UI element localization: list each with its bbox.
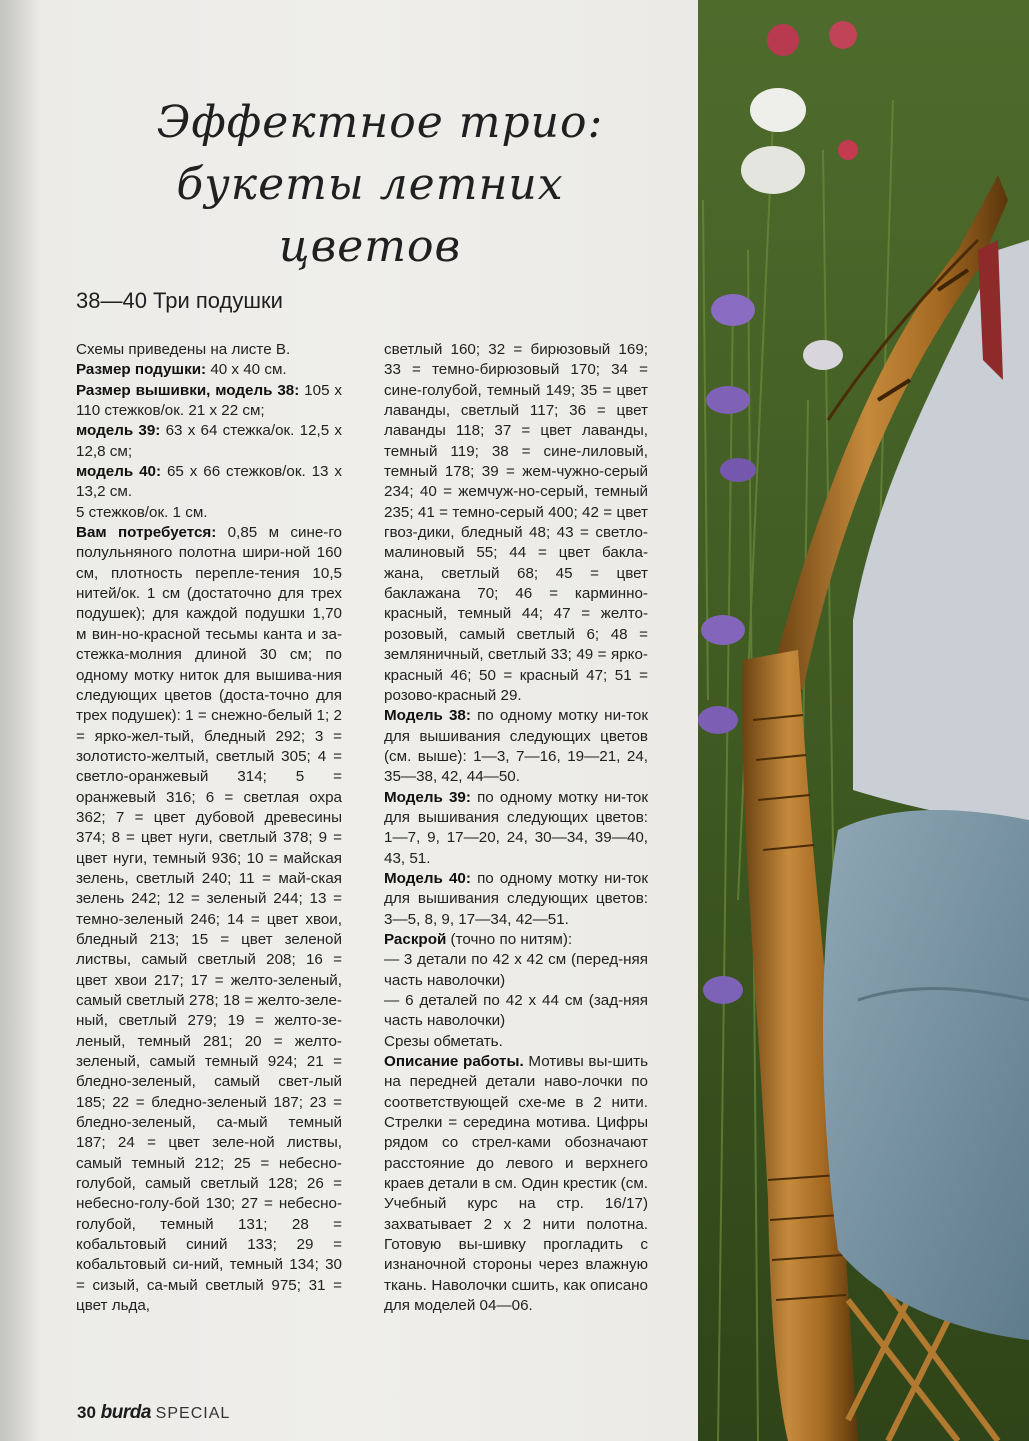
paragraph-text: по одному мотку ни-ток для вышивания следующих цветов: 3—5, 8, 9, 17—34, 42—51.: [384, 869, 648, 928]
paragraph-text: (точно по нитям):: [446, 930, 573, 948]
paragraph: [384, 788, 648, 869]
paragraph-text: Срезы обметать.: [384, 1032, 503, 1050]
paragraph-text: 5 стежков/ок. 1 см.: [76, 503, 208, 521]
paragraph-text: 40 x 40 см.: [206, 361, 287, 379]
paragraph: [76, 381, 342, 422]
paragraph-heading: Модель 40:: [384, 869, 471, 887]
edition-label: SPECIAL: [155, 1405, 231, 1422]
paragraph: [76, 360, 342, 380]
spine-shadow: [0, 0, 40, 1441]
page-footer: [77, 1402, 230, 1424]
brand-logo: burda: [100, 1402, 151, 1423]
paragraph-heading: Размер вышивки, модель 38:: [76, 381, 300, 399]
paragraph: [384, 991, 648, 1032]
paragraph: [384, 950, 648, 991]
paragraph-text: 105 x 110 стежков/ок. 21 x 22 см;: [76, 381, 343, 420]
paragraph-heading: Модель 38:: [384, 707, 471, 725]
paragraph-text: Мотивы вы-шить на передней детали наво-лочки по соответствующей схе-ме в 2 нити. Стрелки = середина мотива. Цифры рядом со стрел-ками обозначают расстояние до левого и верхнего краев детали в см. Один крестик (см. Учебный курс на стр. 16/17) захватывает 2 x 2 нити полотна. Готовую вы-шивку прогладить с изнаночной стороны через влажную ткань. Наволочки сшить, как описано для моделей 04—06.: [384, 1053, 648, 1315]
paragraph: [76, 462, 342, 503]
paragraph: [384, 1052, 648, 1316]
title-line-1: Эффектное трио:: [156, 97, 604, 148]
paragraph-heading: модель 40:: [76, 463, 162, 481]
paragraph: [384, 869, 648, 930]
photo-illustration: [698, 0, 1029, 1441]
article-title: [100, 92, 660, 278]
paragraph-text: — 6 деталей по 42 x 44 см (зад-няя часть наволочки): [384, 992, 648, 1030]
paragraph: [384, 930, 648, 950]
paragraph: [76, 421, 342, 462]
paragraph-heading: Модель 39:: [384, 788, 471, 806]
paragraph-text: Схемы приведены на листе B.: [76, 341, 291, 358]
paragraph: [384, 706, 648, 787]
paragraph-text: светлый 160; 32 = бирюзовый 169; 33 = темно-бирюзовый 170; 34 = сине-голубой, темный 149; 35 = цвет лаванды, светлый 117; 36 = цвет лаванды 118; 37 = цвет лаванды, темный 119; 38 = сине-лиловый, темный 178; 39 = жем-чужно-серый 234; 40 = жемчуж-но-серый, темный 235; 41 = темно-серый 400; 42 = цвет гвоз-дики, бледный 48; 43 = светло-малиновый 55; 44 = цвет бакла-жана, светлый 68; 45 = цвет баклажана 70; 46 = карминно-красный, темный 44; 47 = желто-розовый, самый светлый 6; 48 = земляничный, светлый 33; 49 = ярко-красный 46; 50 = красный 47; 51 = розово-красный 29.: [384, 341, 648, 704]
paragraph: [76, 523, 342, 1316]
paragraph-heading: Раскрой: [384, 930, 447, 948]
page-number: 30: [77, 1403, 96, 1422]
paragraph: [76, 340, 342, 360]
text-column-2: [384, 340, 648, 1317]
paragraph-text: по одному мотку ни-ток для вышивания следующих цветов: 1—7, 9, 17—20, 24, 30—34, 39—40, 43, 51.: [384, 788, 648, 867]
paragraph-text: по одному мотку ни-ток для вышивания следующих цветов (см. выше): 1—3, 7—16, 19—21, 24, 35—38, 42, 44—50.: [384, 707, 648, 786]
paragraph-text: 0,85 м сине-го полульняного полотна шири-ной 160 см, плотность перепле-тения 10,5 нитей/ок. 1 см (достаточно для трех подушек); для каждой подушки 1,70 м вин-но-красной тесьмы канта и за-стежка-молния длиной 30 см; по одному мотку ниток для вышива-ния следующих цветов (доста-точно для трех подушек): 1 = снежно-белый 1; 2 = ярко-жел-тый, бледный 292; 3 = золотисто-желтый, светлый 305; 4 = светло-оранжевый 314; 5 = оранжевый 316; 6 = светлая охра 362; 7 = цвет дубовой древесины 374; 8 = цвет нуги, светлый 378; 9 = цвет нуги, темный 936; 10 = майская зелень, светлый 240; 11 = май-ская зелень 242; 12 = зеленый 244; 13 = темно-зеленый 246; 14 = цвет хвои, бледный 213; 15 = цвет зеленой листвы, самый светлый 208; 16 = цвет хвои 217; 17 = желто-зеленый, самый светлый 278; 18 = желто-зеле-ный, светлый 279; 19 = желто-зе-леный, темный 281; 20 = желто-зеленый, самый темный 924; 21 = бледно-зеленый, самый свет-лый 185; 22 = бледно-зеленый 187; 23 = бледно-зеленый, са-мый темный 187; 24 = цвет зеле-ной листвы, самый темный 212; 25 = небесно-голубой, самый светлый 128; 26 = небесно-голу-бой 130; 27 = небесно-голубой, темный 131; 28 = кобальтовый синий 133; 29 = кобальтовый си-ний, темный 134; 30 = сизый, са-мый светлый 975; 31 = цвет льда,: [76, 524, 342, 1315]
paragraph-heading: Размер подушки:: [76, 361, 207, 379]
paragraph: [384, 340, 648, 706]
paragraph-heading: Вам потребуется:: [76, 524, 217, 542]
paragraph-text: — 3 детали по 42 x 42 см (перед-няя часть наволочки): [384, 951, 648, 989]
paragraph: [384, 1032, 648, 1052]
title-line-2: букеты летних цветов: [176, 159, 564, 272]
text-column-1: [76, 340, 342, 1317]
paragraph-heading: Описание работы.: [384, 1053, 524, 1071]
paragraph-heading: модель 39:: [76, 422, 161, 440]
garden-photo: [698, 0, 1029, 1441]
paragraph-text: 65 x 66 стежков/ок. 13 x 13,2 см.: [76, 463, 343, 501]
paragraph-text: 63 x 64 стежка/ок. 12,5 x 12,8 см;: [76, 422, 342, 460]
article-subtitle: 38—40 Три подушки: [76, 288, 283, 313]
paragraph: [76, 503, 342, 523]
